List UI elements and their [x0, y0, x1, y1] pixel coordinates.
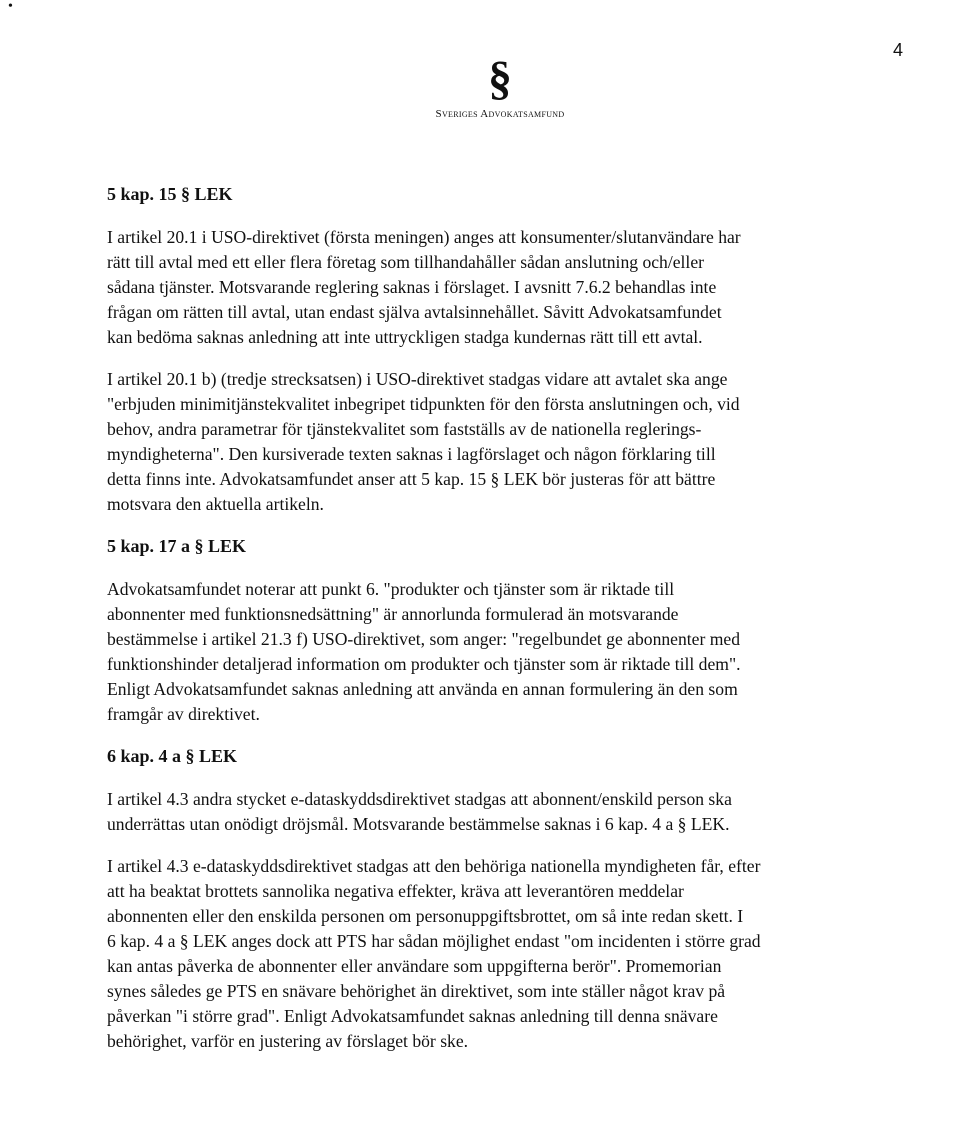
text-line: myndigheterna". Den kursiverade texten saknas i lagförslaget och någon förklaring till — [107, 444, 716, 464]
text-line: kan antas påverka de abonnenter eller användare som uppgifterna berör". Promemorian — [107, 956, 722, 976]
text-line: Enligt Advokatsamfundet saknas anledning att använda en annan formulering än den som — [107, 679, 738, 699]
text-line: I artikel 4.3 andra stycket e-dataskyddsdirektivet stadgas att abonnent/enskild person ska — [107, 789, 732, 809]
paragraph — [107, 854, 907, 1054]
text-line: I artikel 20.1 b) (tredje strecksatsen) i USO-direktivet stadgas vidare att avtalet ska ange — [107, 369, 728, 389]
text-line: motsvara den aktuella artikeln. — [107, 494, 324, 514]
text-line: rätt till avtal med ett eller flera företag som tillhandahåller sådan anslutning och/eller — [107, 252, 704, 272]
text-line: detta finns inte. Advokatsamfundet anser att 5 kap. 15 § LEK bör justeras för att bättre — [107, 469, 716, 489]
section-heading: 6 kap. 4 a § LEK — [107, 746, 238, 766]
text-line: abonnenten eller den enskilda personen om personuppgiftsbrottet, om så inte redan skett. I — [107, 906, 744, 926]
text-line: sådana tjänster. Motsvarande reglering saknas i förslaget. I avsnitt 7.6.2 behandlas inte — [107, 277, 717, 297]
text-line: underrättas utan onödigt dröjsmål. Motsvarande bestämmelse saknas i 6 kap. 4 a § LEK. — [107, 814, 730, 834]
text-line: påverkan "i större grad". Enligt Advokatsamfundet saknas anledning till denna snävare — [107, 1006, 718, 1026]
document-body — [107, 182, 907, 1071]
text-line: Advokatsamfundet noterar att punkt 6. "produkter och tjänster som är riktade till — [107, 579, 675, 599]
text-line: I artikel 4.3 e-dataskyddsdirektivet stadgas att den behöriga nationella myndigheten får, efter — [107, 856, 761, 876]
text-line: "erbjuden minimitjänstekvalitet inbegripet tidpunkten för den första anslutningen och, vid — [107, 394, 740, 414]
section-heading: 5 kap. 15 § LEK — [107, 184, 233, 204]
text-line: behov, andra parametrar för tjänstekvalitet som fastställs av de nationella reglerings- — [107, 419, 702, 439]
paragraph — [107, 577, 907, 727]
section-heading: 5 kap. 17 a § LEK — [107, 536, 247, 556]
text-line: 6 kap. 4 a § LEK anges dock att PTS har sådan möjlighet endast "om incidenten i större grad — [107, 931, 761, 951]
paragraph — [107, 225, 907, 350]
text-line: kan bedöma saknas anledning att inte uttryckligen stadga kundernas rätt till ett avtal. — [107, 327, 703, 347]
text-line: frågan om rätten till avtal, utan endast själva avtalsinnehållet. Såvitt Advokatsamfundet — [107, 302, 722, 322]
paragraph — [107, 367, 907, 517]
text-line: bestämmelse i artikel 21.3 f) USO-direktivet, som anger: "regelbundet ge abonnenter med — [107, 629, 741, 649]
text-line: framgår av direktivet. — [107, 704, 260, 724]
text-line: att ha beaktat brottets sannolika negativa effekter, kräva att leverantören meddelar — [107, 881, 684, 901]
page-number: 4 — [893, 40, 904, 60]
text-line: synes således ge PTS en snävare behörighet än direktivet, som inte ställer något krav på — [107, 981, 726, 1001]
text-line: behörighet, varför en justering av förslaget bör ske. — [107, 1031, 469, 1051]
text-line: funktionshinder detaljerad information om produkter och tjänster som är riktade till dem". — [107, 654, 741, 674]
text-line: abonnenter med funktionsnedsättning" är annorlunda formulerad än motsvarande — [107, 604, 679, 624]
section-sign-logo: § — [488, 52, 512, 105]
paragraph — [107, 787, 907, 837]
page-bullet: • — [8, 0, 13, 14]
organization-name: Sveriges Advokatsamfund — [435, 108, 565, 120]
text-line: I artikel 20.1 i USO-direktivet (första meningen) anges att konsumenter/slutanvändare har — [107, 227, 741, 247]
